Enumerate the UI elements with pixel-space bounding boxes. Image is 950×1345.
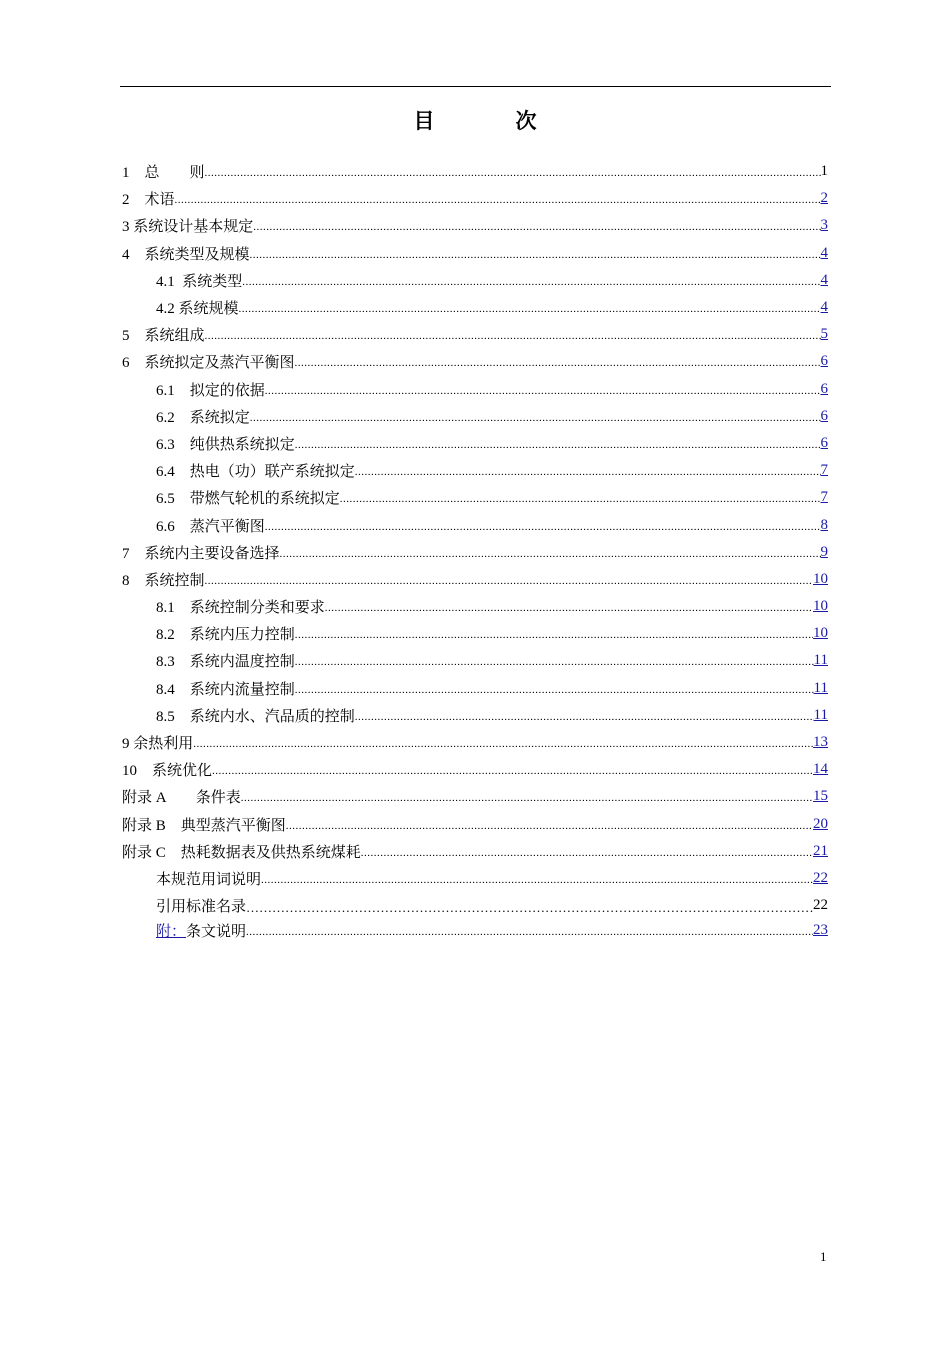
toc-page-link[interactable]: 15 <box>813 788 828 805</box>
toc-entry <box>122 892 828 919</box>
toc-entry[interactable] <box>122 729 828 756</box>
toc-entry[interactable] <box>122 185 828 212</box>
dot-leader <box>286 821 813 832</box>
dot-leader <box>205 576 813 587</box>
toc-entry[interactable] <box>122 267 828 294</box>
toc-label: 6.1 拟定的依据 <box>156 382 265 399</box>
dot-leader <box>193 739 813 750</box>
toc-label: 6.5 带燃气轮机的系统拟定 <box>156 491 340 508</box>
toc-entry[interactable] <box>122 376 828 403</box>
dot-leader <box>175 195 821 206</box>
toc-label: 附录 B 典型蒸汽平衡图 <box>122 817 286 834</box>
toc-label: 4.1 系统类型 <box>156 273 243 290</box>
toc-page: 1 <box>820 163 828 180</box>
dot-leader <box>295 630 813 641</box>
toc-page-link[interactable]: 20 <box>813 815 828 832</box>
toc-entry[interactable] <box>122 620 828 647</box>
toc-label: 引用标准名录 <box>156 899 247 916</box>
toc-page-link[interactable]: 11 <box>813 679 828 696</box>
toc-entry <box>122 158 828 185</box>
dot-leader <box>242 277 820 288</box>
toc-entry[interactable] <box>122 484 828 511</box>
dot-leader <box>355 467 821 478</box>
toc-entry[interactable] <box>122 240 828 267</box>
toc-page-link[interactable]: 14 <box>813 761 828 778</box>
toc-entry[interactable] <box>122 348 828 375</box>
toc-page-link[interactable]: 22 <box>813 869 828 886</box>
toc-entry[interactable] <box>122 511 828 538</box>
toc-entry[interactable] <box>122 838 828 865</box>
toc-page-link[interactable]: 21 <box>813 842 828 859</box>
toc-label: 6.6 蒸汽平衡图 <box>156 518 265 535</box>
dot-leader <box>295 685 814 696</box>
toc-label: 7 系统内主要设备选择 <box>122 545 280 562</box>
toc-entry[interactable] <box>122 539 828 566</box>
toc-page-link[interactable]: 4 <box>820 299 828 316</box>
toc-page-link[interactable]: 6 <box>820 380 828 397</box>
toc-page: 22 <box>813 897 828 914</box>
toc-label: 8 系统控制 <box>122 572 205 589</box>
toc-page-link[interactable]: 13 <box>813 734 828 751</box>
toc-page-link[interactable]: 7 <box>820 489 828 506</box>
toc-label: 4.2 系统规模 <box>156 301 239 318</box>
dot-leader <box>250 413 821 424</box>
dot-leader <box>361 848 813 859</box>
toc-label: 2 术语 <box>122 192 175 209</box>
toc-label: 6.2 系统拟定 <box>156 409 250 426</box>
toc-page-link[interactable]: 3 <box>820 217 828 234</box>
toc-page-link[interactable]: 4 <box>820 271 828 288</box>
toc-label: 8.3 系统内温度控制 <box>156 654 295 671</box>
toc-page-link[interactable]: 10 <box>813 570 828 587</box>
dot-leader <box>265 522 821 533</box>
toc-label: 条文说明 <box>186 923 247 940</box>
toc-page-link[interactable]: 5 <box>820 326 828 343</box>
dot-leader <box>212 766 813 777</box>
toc-label: 8.1 系统控制分类和要求 <box>156 600 325 617</box>
dot-leader <box>325 603 813 614</box>
toc-page-link[interactable]: 6 <box>820 407 828 424</box>
dot-leader <box>265 386 821 397</box>
toc-page-link[interactable]: 23 <box>813 921 828 938</box>
toc-entry[interactable] <box>122 647 828 674</box>
appendix-prefix-link[interactable]: 附： <box>156 923 187 940</box>
toc-label: 4 系统类型及规模 <box>122 246 250 263</box>
dot-leader <box>241 793 813 804</box>
page-title: 目 次 <box>413 109 567 133</box>
toc-entry[interactable] <box>122 566 828 593</box>
toc-entry[interactable] <box>122 756 828 783</box>
toc-page-link[interactable]: 8 <box>820 516 828 533</box>
dot-leader <box>261 875 813 886</box>
toc-entry[interactable] <box>122 702 828 729</box>
toc-page-link[interactable]: 11 <box>813 706 828 723</box>
toc-entry[interactable] <box>122 212 828 239</box>
toc-label: 附录 A 条件表 <box>122 790 241 807</box>
dot-leader <box>280 549 821 560</box>
dot-leader <box>295 440 821 451</box>
dot-leader <box>340 494 821 505</box>
toc-label: 8.5 系统内水、汽品质的控制 <box>156 708 355 725</box>
toc-label: 8.4 系统内流量控制 <box>156 681 295 698</box>
toc-entry[interactable] <box>122 403 828 430</box>
dot-leader <box>295 657 814 668</box>
toc-label: 6.3 纯供热系统拟定 <box>156 436 295 453</box>
toc-entry[interactable] <box>122 294 828 321</box>
toc-entry[interactable] <box>122 675 828 702</box>
dot-leader <box>239 304 821 315</box>
toc-entry[interactable] <box>122 593 828 620</box>
toc-label: 9 余热利用 <box>122 736 194 753</box>
dot-leader <box>295 358 821 369</box>
toc-label: 本规范用词说明 <box>156 871 262 888</box>
toc-page-link[interactable]: 4 <box>820 244 828 261</box>
toc-label: 8.2 系统内压力控制 <box>156 627 295 644</box>
toc-page-link[interactable]: 9 <box>820 543 828 560</box>
toc-label: 3 系统设计基本规定 <box>122 219 254 236</box>
toc-entry[interactable] <box>122 811 828 838</box>
toc-page-link[interactable]: 10 <box>813 625 828 642</box>
toc-label: 1 总 则 <box>122 165 205 182</box>
toc-label: 5 系统组成 <box>122 328 205 345</box>
toc-page-link[interactable]: 10 <box>813 598 828 615</box>
toc-page-link[interactable]: 11 <box>813 652 828 669</box>
dot-leader <box>205 168 821 179</box>
toc-entry[interactable] <box>122 430 828 457</box>
dot-leader <box>205 331 821 342</box>
table-of-contents <box>122 158 828 941</box>
toc-entry[interactable] <box>122 865 828 892</box>
toc-label: 6.4 热电（功）联产系统拟定 <box>156 464 355 481</box>
toc-entry[interactable] <box>122 783 828 810</box>
dot-leader <box>246 901 813 915</box>
toc-entry[interactable] <box>122 321 828 348</box>
dot-leader <box>355 712 814 723</box>
dot-leader <box>253 222 820 233</box>
toc-page-link[interactable]: 6 <box>820 434 828 451</box>
toc-label: 附录 C 热耗数据表及供热系统煤耗 <box>122 844 361 861</box>
toc-page-link[interactable]: 6 <box>820 353 828 370</box>
footer-page-number: 1 <box>820 1249 827 1264</box>
toc-entry[interactable] <box>122 457 828 484</box>
toc-page-link[interactable]: 7 <box>820 462 828 479</box>
toc-label: 10 系统优化 <box>122 763 213 780</box>
header-rule <box>120 86 831 87</box>
toc-label: 6 系统拟定及蒸汽平衡图 <box>122 355 295 372</box>
dot-leader <box>250 250 821 261</box>
toc-entry[interactable] <box>122 919 828 941</box>
dot-leader <box>246 927 813 938</box>
toc-page-link[interactable]: 2 <box>820 190 828 207</box>
